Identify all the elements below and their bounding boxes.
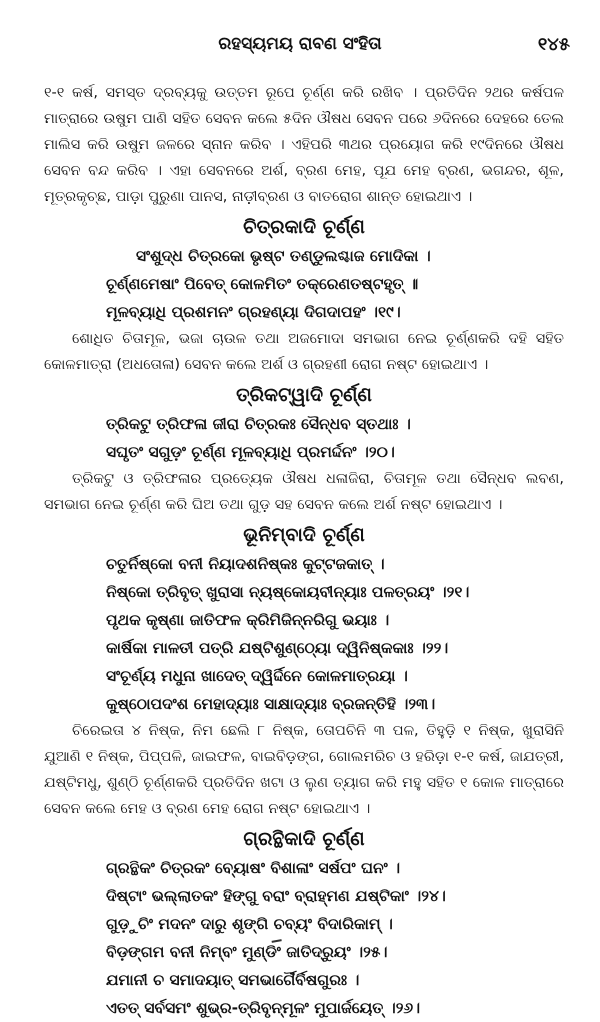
verse-line: କୁଷ୍ଠୋପଦଂଶ ମେହାଦ୍ୟାଃ ସାକ୍ଷାଦ୍ୟାଃ ବ୍ରଜନ୍ତିହି ।୨୩। [106, 695, 436, 713]
verse-line: ସଘୃତଂ ସଗୁଡ଼ଂ ଚୂର୍ଣ୍ଣ ମୂଳବ୍ୟାଧି ପ୍ରମର୍ଦ୍ଦନଂ ।୨୦। [106, 443, 395, 461]
section-chitrakadi [44, 212, 564, 378]
section-title: ଚିତ୍ରକାଦି ଚୂର୍ଣ୍ଣ [243, 216, 365, 238]
page-number: ୧୪୫ [537, 34, 570, 55]
explanation-paragraph: ଚିରେଇତା ୪ ନିଷ୍କ, ନିମ ଛେଲି ୮ ନିଷ୍କ, ତୋପଚିନି ୩ ପଳ, ତିହୁଡ଼ି ୧ ନିଷ୍କ, ଖୁରାସିନି ଯୁଆଣି ୧ ନିଷ୍କ, ପିପ୍ପଳି, ଜାଇଫଳ, ବାଇବିଡ଼ଙ୍ଗ, ଗୋଲମରିଚ ଓ ହରିଡ଼ା ୧-୧ କର୍ଷ, ଜାଯତ୍ରୀ, ଯଷ୍ଟିମଧୁ, ଶୁଣ୍ଠି ଚୂର୍ଣ୍ଣକରି ପ୍ରତିଦିନ ଖଟା ଓ ଲୁଣ ତ୍ୟାଗ କରି ମହୁ ସହିତ ୧ କୋଳ ମାତ୍ରାରେ ସେବନ କଲେ ମେହ ଓ ବ୍ରଣ ମେହ ରୋଗ ନଷ୍ଟ ହୋଇଥାଏ । [44, 723, 564, 817]
page-header [0, 34, 600, 60]
verse-line: ଚତୁର୍ନିଷ୍କୋ ବନୀ ନିୟାଦଶନିଷ୍କଃ କୁଟ୍ଟଜକାତ୍ । [106, 555, 385, 573]
verse-line: ବିଡ଼ଙ୍ଗମ ବନୀ ନିମ୍ବଂ ମୁଣ୍ଡିଂ ଜାତିଦ୍ରୁୟଂ ।୨୫। [106, 943, 388, 961]
running-title: ରହସ୍ୟମୟ ରାବଣ ସଂହିତା [218, 34, 382, 54]
section-bhunimbadi [44, 520, 564, 822]
section-granthikadi [44, 824, 564, 1022]
verse-line: କାର୍ଷିକା ମାଳତୀ ପତ୍ରି ଯଷ୍ଟିଶୁଣ୍ଠ୍ୟୋ ଦ୍ୱିନିଷ୍କକାଃ ।୨୨। [106, 639, 449, 657]
verse-line: ଏତତ୍ ସର୍ବସମଂ ଶୁଭ୍ର-ତ୍ରିବୃନ୍ମୂଳଂ ମୁପାର୍ଜୟେତ୍ ।୨୬। [106, 999, 421, 1017]
explanation-paragraph: ଶୋଧିତ ଚିତାମୂଳ, ଭଜା ଚାଉଳ ତଥା ଅଜମୋଦା ସମଭାଗ ନେଇ ଚୂର୍ଣ୍ଣକରି ଦହି ସହିତ କୋଳମାତ୍ରା (ଅଧତୋଳା) ସେବନ କଲେ ଅର୍ଶ ଓ ଗ୍ରହଣୀ ରୋଗ ନଷ୍ଟ ହୋଇଥାଏ । [44, 331, 564, 373]
verse-line: ଦିଷ୍ଟାଂ ଭଲ୍ଲାତକଂ ହିଙ୍ଗୁ ବରାଂ ବ୍ରାହ୍ମଣ ଯଷ୍ଟିକାଂ ।୨୪। [106, 887, 446, 905]
verse-line: ପୃଥକ କୃଷ୍ଣା ଜାତିଫଳ କ୍ରିମିଜିନ୍ନରିଗୁ ଭୟାଃ । [106, 611, 390, 629]
explanation-paragraph: ତ୍ରିକଟୁ ଓ ତ୍ରିଫଳାର ପ୍ରତ୍ୟେକ ଔଷଧ ଧଳାଜିରା, ଚିତାମୂଳ ତଥା ସୈନ୍ଧବ ଲବଣ, ସମଭାଗ ନେଇ ଚୂର୍ଣ୍ଣ କରି ଘିଅ ତଥା ଗୁଡ଼ ସହ ସେବନ କଲେ ଅର୍ଶ ନଷ୍ଟ ହୋଇଥାଏ । [44, 471, 564, 513]
intro-paragraph: ୧-୧ କର୍ଷ, ସମସ୍ତ ଦ୍ରବ୍ୟକୁ ଉତ୍ତମ ରୂପେ ଚୂର୍ଣ୍ଣ କରି ରଖିବ । ପ୍ରତିଦିନ ୨ଥର କର୍ଷପଳ ମାତ୍ରାରେ ଉଷୁମ ପାଣି ସହିତ ସେବନ କଲେ ୫ଦିନ ଔଷଧ ସେବନ ପରେ ୬ଦିନରେ ଦେହରେ ତେଲ ମାଲିସ କରି ଉଷୁମ ଜଳରେ ସ୍ନାନ କରିବ । ଏହିପରି ୩ଥର ପ୍ରୟୋଗ କରି ୧୯ଦିନରେ ଔଷଧ ସେବନ ବନ୍ଦ କରିବ । ଏହା ସେବନରେ ଅର୍ଶ, ବ୍ରଣ ମେହ, ପୂଯ ମେହ ବ୍ରଣ, ଭଗନ୍ଦର, ଶୂଳ, ମୂତ୍ରକୃଚ୍ଛ, ପାଡ଼ା ପୁରୁଣା ପାନସ, ନାଡ଼ୀବ୍ରଣ ଓ ବାତରୋଗ ଶାନ୍ତ ହୋଇଥାଏ । [44, 85, 564, 205]
section-trikatvadi [44, 380, 564, 518]
verse-line: ମୂଳବ୍ୟାଧି ପ୍ରଶମନଂ ଗ୍ରହଣ୍ୟା ଦିଗଦାପହଂ ।୧୯। [106, 303, 401, 321]
verse-line: ସଂଚୂର୍ଣ୍ୟ ମଧୁନା ଖାଦେତ୍ ଦ୍ୱିର୍ଦ୍ଦିନେ କୋଳମାତ୍ରୟା । [106, 667, 408, 685]
section-title: ଗ୍ରନ୍ଥିକାଦି ଚୂର୍ଣ୍ଣ [243, 828, 365, 850]
section-title: ଭୂନିମ୍ବାଦି ଚୂର୍ଣ୍ଣ [243, 524, 365, 546]
verse-line: ଗ୍ରନ୍ଥିକଂ ଚିତ୍ରକଂ ବ୍ୟୋଷଂ ବିଶାଳାଂ ସର୍ଷପଂ ଘନଂ । [106, 859, 401, 877]
page-body [44, 80, 564, 1022]
verse-line: ସଂଶୁଦ୍ଧ ଚିତ୍ରକୋ ଭୃଷ୍ଟ ତଣ୍ଡୁଲଶ୍ଚାଜ ମୋଦିକା । [136, 247, 431, 265]
verse-line: ଚୂର୍ଣ୍ଣମେଷାଂ ପିବେତ୍ କୋଳମିତଂ ତକ୍ରେଣତଷ୍ଟହୃତ୍ ॥ [106, 275, 419, 293]
section-title: ତ୍ରିକଟ୍ୱାଦି ଚୂର୍ଣ୍ଣ [236, 384, 372, 406]
verse-line: ତ୍ରିକଟୁ ତ୍ରିଫଳା ଜୀରା ଚିତ୍ରକଃ ସୈନ୍ଧବ ସ୍ତଥାଃ । [106, 415, 411, 433]
verse-line: ନିଷ୍କୋ ତ୍ରିବୃତ୍ ଖୁରାସା ନ୍ୟଷ୍କୋୟବୀନ୍ୟାଃ ପଳତ୍ରୟଂ ।୨୧। [106, 583, 470, 601]
verse-line: ଯମାନୀ ଚ ସମାଦୟାତ୍ ସମଭାର୍ଗୈର୍ବିଷଗୁରଃ । [106, 971, 360, 989]
verse-line: ଗୁଡ଼ୁଚିଂ ମଦନଂ ଦାରୁ ଶୃଙ୍ଗି ଚବ୍ୟଂ ବିଦାରିକାମ୍ । [106, 915, 393, 933]
